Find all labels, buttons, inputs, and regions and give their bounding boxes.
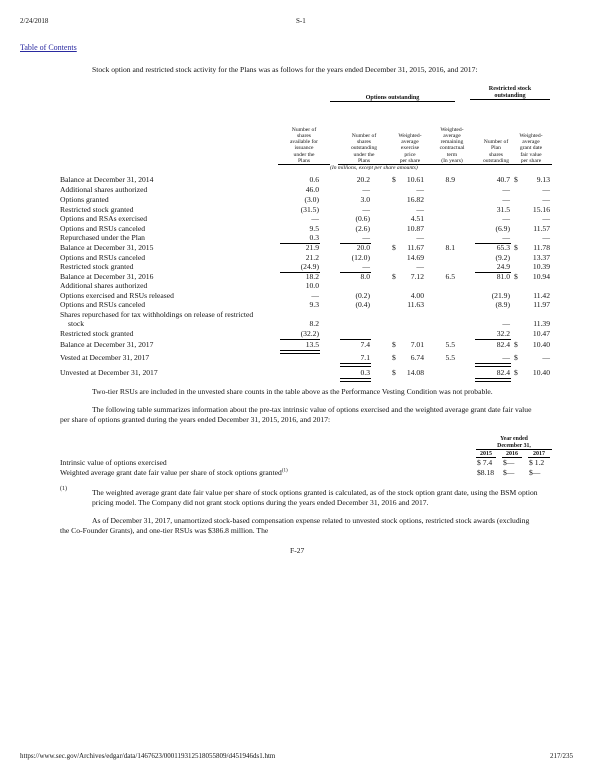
cell-value: 10.40 <box>532 368 550 377</box>
cell-value: 8.0 <box>360 272 370 281</box>
row-label: stock <box>68 319 85 328</box>
row-label: Restricted stock granted <box>60 205 134 214</box>
cell-value: — <box>362 205 370 214</box>
restricted-stock-header-line2: outstanding <box>494 92 526 99</box>
cell-value: — <box>311 291 319 300</box>
table-row <box>60 233 550 243</box>
year-2015: 2015 <box>476 451 496 458</box>
cell-value: 15.16 <box>532 205 550 214</box>
column-header-line: available for <box>289 139 319 146</box>
cell-value: (2.6) <box>355 224 370 233</box>
table-rule <box>475 378 511 382</box>
column-header-line: under the <box>293 151 315 158</box>
column-header-line: average <box>522 139 540 146</box>
cell-value: 5.5 <box>445 340 455 349</box>
intrinsic-value-label: Intrinsic value of options exercised <box>60 458 167 467</box>
cell-value: 5.5 <box>445 353 455 362</box>
table-row <box>60 300 550 310</box>
cell-value: 20.2 <box>356 175 370 184</box>
print-date: 2/24/2018 <box>20 17 49 25</box>
dollar-sign: $ <box>392 340 396 349</box>
cell-value: 40.7 <box>496 175 510 184</box>
cell-value: 4.51 <box>410 214 424 223</box>
column-header <box>278 127 330 165</box>
cell-value: 10.47 <box>532 329 550 338</box>
column-header-line: exercise <box>400 145 420 152</box>
row-label: Options and RSUs canceled <box>60 224 145 233</box>
cell-value: 46.0 <box>305 185 319 194</box>
cell-value: 13.37 <box>532 253 550 262</box>
column-header-line: average <box>443 133 461 139</box>
intrinsic-2015: $ 7.4 <box>477 458 493 467</box>
column-header-line: Number of <box>483 139 509 146</box>
cell-value: 11.39 <box>533 319 550 328</box>
fair-value-label <box>60 468 288 477</box>
cell-value: 10.94 <box>532 272 550 281</box>
row-label: Options and RSAs exercised <box>60 214 148 223</box>
footer-url: https://www.sec.gov/Archives/edgar/data/1467623/000119312518055809/d451946ds1.htm <box>20 752 276 760</box>
cell-value: 8.1 <box>445 243 455 252</box>
cell-value: 24.9 <box>496 262 510 271</box>
cell-value: 21.9 <box>305 243 319 252</box>
row-label: Balance at December 31, 2014 <box>60 175 154 184</box>
december-label: December 31, <box>497 442 531 449</box>
column-header-line: Number of <box>291 126 317 133</box>
cell-value: — <box>542 185 550 194</box>
intrinsic-2016: $— <box>503 458 515 467</box>
dollar-sign: $ <box>392 272 396 281</box>
cell-value: — <box>502 214 510 223</box>
cell-value: — <box>542 353 550 362</box>
column-header-line: Plan <box>491 145 501 152</box>
cell-value: 11.63 <box>407 300 424 309</box>
column-header-line: Number of <box>351 133 377 139</box>
cell-value: — <box>416 205 424 214</box>
row-label: Unvested at December 31, 2017 <box>60 368 158 377</box>
unamortized-line2: the Co-Founder Grants), and one-tier RSUs was $386.8 million. The <box>60 526 269 535</box>
cell-value: (9.2) <box>495 253 510 262</box>
column-header-line: (In years) <box>441 157 463 164</box>
table-rule <box>475 363 511 367</box>
dollar-sign: $ <box>392 243 396 252</box>
column-header-line: fair value <box>520 151 542 158</box>
table-of-contents-link[interactable]: Table of Contents <box>20 43 77 52</box>
cell-value: — <box>416 262 424 271</box>
two-tier-note: Two-tier RSUs are included in the unvested share counts in the table above as the Performance Vesting Condition was not probable. <box>92 387 493 396</box>
row-label: Options and RSUs canceled <box>60 253 145 262</box>
cell-value: 6.5 <box>445 272 455 281</box>
table-row <box>60 340 550 350</box>
cell-value: 10.87 <box>406 224 424 233</box>
column-header-line: remaining <box>440 139 464 146</box>
fair-value-2016: $— <box>503 468 515 477</box>
cell-value: (32.2) <box>300 329 319 338</box>
cell-value: 65.3 <box>496 243 510 252</box>
year-ended-label: Year ended <box>500 436 528 442</box>
cell-value: (0.4) <box>355 300 370 309</box>
cell-value: 7.1 <box>360 353 370 362</box>
row-label: Repurchased under the Plan <box>60 233 145 242</box>
column-header-line: price <box>404 151 416 158</box>
fair-value-label-text: Weighted average grant date fair value per share of stock options granted <box>60 468 282 477</box>
row-label: Balance at December 31, 2015 <box>60 243 154 252</box>
table-row <box>60 319 550 329</box>
column-header-line: Plans <box>297 157 311 164</box>
dollar-sign: $ <box>514 243 518 252</box>
cell-value: — <box>542 195 550 204</box>
cell-value: 6.74 <box>410 353 424 362</box>
column-header-line: shares <box>297 133 311 139</box>
column-header <box>510 133 552 165</box>
year-2016: 2016 <box>502 451 522 458</box>
dollar-sign: $ <box>392 368 396 377</box>
footnote-ref: (1) <box>281 468 288 474</box>
cell-value: 10.39 <box>532 262 550 271</box>
cell-value: 0.3 <box>309 233 319 242</box>
table-row <box>60 262 550 272</box>
cell-value: (6.9) <box>495 224 510 233</box>
column-header-line: Weighted- <box>519 133 543 139</box>
footnote-mark: (1) <box>60 486 67 492</box>
cell-value: — <box>502 353 510 362</box>
row-label: Restricted stock granted <box>60 329 134 338</box>
cell-value: 11.97 <box>533 300 550 309</box>
table-row <box>60 353 550 363</box>
cell-value: 8.2 <box>309 319 319 328</box>
table-row <box>60 281 550 291</box>
row-label: Balance at December 31, 2017 <box>60 340 154 349</box>
fair-value-2017: $— <box>529 468 541 477</box>
cell-value: 13.5 <box>305 340 319 349</box>
column-header <box>338 133 390 165</box>
table-row <box>60 368 550 378</box>
year-ended-header <box>476 436 552 450</box>
cell-value: 31.5 <box>496 205 510 214</box>
column-header-line: per share <box>399 157 421 164</box>
intro-text: Stock option and restricted stock activity for the Plans was as follows for the years ended December 31, 2015, 2016, and 2017: <box>92 65 478 74</box>
table-row <box>60 185 550 195</box>
cell-value: — <box>362 233 370 242</box>
fair-value-2015: $8.18 <box>477 468 495 477</box>
dollar-sign: $ <box>392 353 396 362</box>
row-label: Restricted stock granted <box>60 262 134 271</box>
column-header-line: outstanding <box>350 145 378 152</box>
row-label: Additional shares authorized <box>60 185 148 194</box>
cell-value: 14.69 <box>406 253 424 262</box>
row-label: Additional shares authorized <box>60 281 148 290</box>
cell-value: — <box>311 214 319 223</box>
row-label: Options granted <box>60 195 109 204</box>
column-header-line: shares <box>489 151 503 158</box>
cell-value: 3.0 <box>360 195 370 204</box>
column-header-line: outstanding <box>482 157 510 164</box>
dollar-sign: $ <box>514 368 518 377</box>
column-header-line: contractual <box>439 145 465 152</box>
cell-value: 7.12 <box>410 272 424 281</box>
cell-value: — <box>502 233 510 242</box>
cell-value: 9.3 <box>309 300 319 309</box>
cell-value: 16.82 <box>406 195 424 204</box>
cell-value: 4.00 <box>410 291 424 300</box>
dollar-sign: $ <box>392 175 396 184</box>
column-header-line: issuance <box>294 145 314 152</box>
cell-value: — <box>362 185 370 194</box>
cell-value: 7.01 <box>410 340 424 349</box>
cell-value: 10.61 <box>406 175 424 184</box>
row-label: Options and RSUs canceled <box>60 300 145 309</box>
summary-intro-line2: per share of options granted during the years ended December 31, 2015, 2016, and 2017: <box>60 415 331 424</box>
cell-value: 14.08 <box>406 368 424 377</box>
column-header-line: average <box>401 139 419 146</box>
cell-value: (0.6) <box>355 214 370 223</box>
cell-value: (12.0) <box>351 253 370 262</box>
table-row <box>60 329 550 339</box>
table-row <box>60 175 550 185</box>
cell-value: 9.5 <box>309 224 319 233</box>
restricted-stock-header-line1: Restricted stock <box>488 85 532 92</box>
cell-value: — <box>502 319 510 328</box>
table-row <box>60 195 550 205</box>
column-header-line: under the <box>353 151 375 158</box>
cell-value: — <box>502 185 510 194</box>
units-note: (In millions, except per share amounts) <box>330 165 418 171</box>
unamortized-line1: As of December 31, 2017, unamortized stock-based compensation expense related to unvested stock options, restricted stock awards (excluding <box>92 516 530 525</box>
cell-value: 82.4 <box>496 340 510 349</box>
cell-value: 18.2 <box>305 272 319 281</box>
cell-value: — <box>416 233 424 242</box>
cell-value: 32.2 <box>496 329 510 338</box>
column-header-line: Weighted- <box>440 126 464 133</box>
cell-value: — <box>416 185 424 194</box>
cell-value: 10.40 <box>532 340 550 349</box>
column-header-line: grant date <box>519 145 543 152</box>
page-code: S-1 <box>296 17 306 25</box>
row-label: Options exercised and RSUs released <box>60 291 174 300</box>
cell-value: 9.13 <box>536 175 550 184</box>
footnote-line2: pricing model. The Company did not grant stock options during the years ended December 31, 2016 and 2017. <box>92 498 429 507</box>
column-header-line: shares <box>357 139 371 146</box>
dollar-sign: $ <box>514 353 518 362</box>
year-2017: 2017 <box>528 451 550 458</box>
column-header-line: term <box>446 151 458 158</box>
cell-value: 11.67 <box>407 243 424 252</box>
cell-value: 0.3 <box>360 368 370 377</box>
cell-value: 8.9 <box>445 175 455 184</box>
cell-value: 11.42 <box>533 291 550 300</box>
dollar-sign: $ <box>514 272 518 281</box>
page-number: F-27 <box>290 546 305 555</box>
table-rule <box>340 363 371 367</box>
cell-value: (31.5) <box>300 205 319 214</box>
options-outstanding-header: Options outstanding <box>330 94 455 102</box>
cell-value: 0.6 <box>309 175 319 184</box>
cell-value: (3.0) <box>304 195 319 204</box>
cell-value: 11.57 <box>533 224 550 233</box>
dollar-sign: $ <box>514 340 518 349</box>
restricted-stock-header <box>470 85 550 100</box>
cell-value: 10.0 <box>305 281 319 290</box>
cell-value: 81.0 <box>496 272 510 281</box>
cell-value: — <box>502 195 510 204</box>
table-rule <box>340 378 371 382</box>
column-header-line: per share <box>520 157 542 164</box>
column-header-line: Weighted- <box>398 133 422 139</box>
table-row <box>60 243 550 253</box>
cell-value: 21.2 <box>305 253 319 262</box>
cell-value: 11.78 <box>533 243 550 252</box>
column-header-line: Plans <box>357 157 371 164</box>
cell-value: (21.9) <box>491 291 510 300</box>
dollar-sign: $ <box>514 175 518 184</box>
intrinsic-2017: $ 1.2 <box>529 458 545 467</box>
cell-value: 7.4 <box>360 340 370 349</box>
row-label: Vested at December 31, 2017 <box>60 353 150 362</box>
cell-value: (24.9) <box>300 262 319 271</box>
row-label: Shares repurchased for tax withholdings on release of restricted <box>60 310 254 319</box>
cell-value: 20.0 <box>356 243 370 252</box>
cell-value: 82.4 <box>496 368 510 377</box>
row-label: Balance at December 31, 2016 <box>60 272 154 281</box>
cell-value: (0.2) <box>355 291 370 300</box>
cell-value: — <box>542 214 550 223</box>
footnote-line1: The weighted average grant date fair value per share of stock options granted is calculated, as of the stock option grant date, using the BSM option <box>92 488 538 497</box>
cell-value: — <box>362 262 370 271</box>
table-row <box>60 214 550 224</box>
summary-intro-line1: The following table summarizes information about the pre-tax intrinsic value of options exercised and the weighted average grant date fair value <box>92 405 532 414</box>
footer-page: 217/235 <box>550 752 573 760</box>
cell-value: (8.9) <box>495 300 510 309</box>
cell-value: — <box>542 233 550 242</box>
